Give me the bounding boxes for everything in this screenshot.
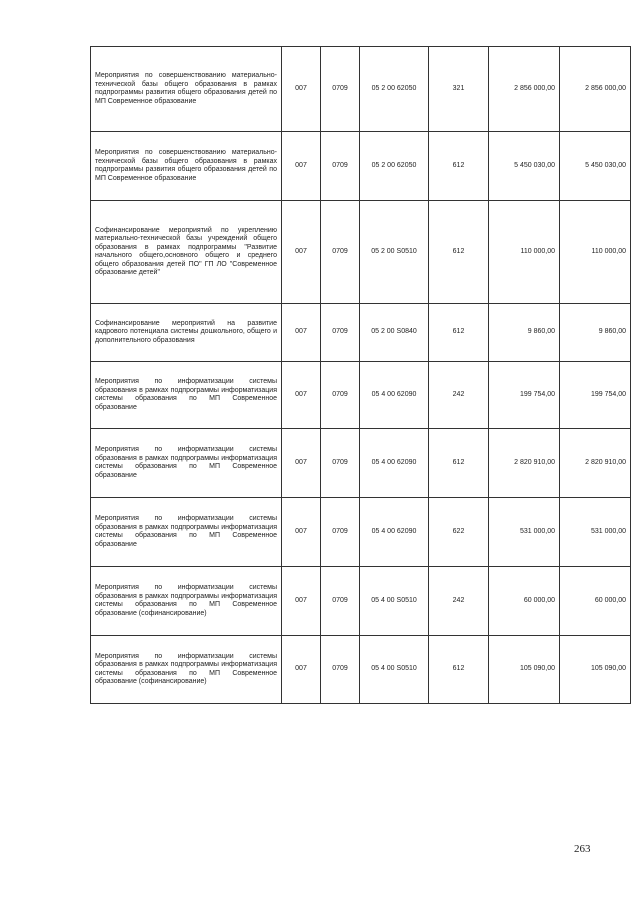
table-row <box>91 201 631 304</box>
expense-type: 321 <box>429 47 489 132</box>
row-description: Мероприятия по информатизации системы образования в рамках подпрограммы информатизация системы образования по МП Современное образование <box>91 362 282 429</box>
row-description: Мероприятия по совершенствованию материально-технической базы общего образования в рамках подпрограммы развития общего образования детей по МП Современное образование <box>91 47 282 132</box>
amount-approved: 60 000,00 <box>489 567 560 636</box>
row-description: Мероприятия по информатизации системы образования в рамках подпрограммы информатизация системы образования по МП Современное образование <box>91 429 282 498</box>
target-article: 05 2 00 S0840 <box>360 304 429 362</box>
expense-type: 242 <box>429 362 489 429</box>
ministry-code: 007 <box>282 362 321 429</box>
amount-executed: 199 754,00 <box>560 362 631 429</box>
ministry-code: 007 <box>282 201 321 304</box>
ministry-code: 007 <box>282 304 321 362</box>
section-code: 0709 <box>321 498 360 567</box>
target-article: 05 4 00 S0510 <box>360 567 429 636</box>
amount-executed: 110 000,00 <box>560 201 631 304</box>
table-row <box>91 636 631 704</box>
target-article: 05 4 00 62090 <box>360 362 429 429</box>
table-row <box>91 132 631 201</box>
table-row <box>91 304 631 362</box>
amount-executed: 60 000,00 <box>560 567 631 636</box>
table-row <box>91 429 631 498</box>
section-code: 0709 <box>321 201 360 304</box>
ministry-code: 007 <box>282 636 321 704</box>
target-article: 05 2 00 62050 <box>360 132 429 201</box>
section-code: 0709 <box>321 47 360 132</box>
table-row <box>91 362 631 429</box>
target-article: 05 2 00 S0510 <box>360 201 429 304</box>
expense-type: 612 <box>429 429 489 498</box>
section-code: 0709 <box>321 132 360 201</box>
ministry-code: 007 <box>282 132 321 201</box>
row-description: Мероприятия по информатизации системы образования в рамках подпрограммы информатизация системы образования по МП Современное образование (софинансирование) <box>91 567 282 636</box>
ministry-code: 007 <box>282 498 321 567</box>
expense-type: 622 <box>429 498 489 567</box>
page-number: 263 <box>574 843 591 855</box>
amount-executed: 105 090,00 <box>560 636 631 704</box>
row-description: Мероприятия по информатизации системы образования в рамках подпрограммы информатизация системы образования по МП Современное образование <box>91 498 282 567</box>
section-code: 0709 <box>321 567 360 636</box>
target-article: 05 4 00 62090 <box>360 498 429 567</box>
expense-type: 612 <box>429 304 489 362</box>
target-article: 05 4 00 62090 <box>360 429 429 498</box>
amount-executed: 5 450 030,00 <box>560 132 631 201</box>
section-code: 0709 <box>321 362 360 429</box>
expense-type: 242 <box>429 567 489 636</box>
ministry-code: 007 <box>282 429 321 498</box>
target-article: 05 2 00 62050 <box>360 47 429 132</box>
amount-executed: 2 820 910,00 <box>560 429 631 498</box>
amount-approved: 2 820 910,00 <box>489 429 560 498</box>
table-row <box>91 567 631 636</box>
expense-type: 612 <box>429 132 489 201</box>
row-description: Софинансирование мероприятий по укреплению материально-технической базы учреждений общего образования в рамках подпрограммы "Развитие начального общего,основного общего и среднего общего образования детей ПО" ГП ЛО "Современное образование детей" <box>91 201 282 304</box>
amount-approved: 9 860,00 <box>489 304 560 362</box>
amount-approved: 5 450 030,00 <box>489 132 560 201</box>
amount-approved: 531 000,00 <box>489 498 560 567</box>
section-code: 0709 <box>321 636 360 704</box>
row-description: Софинансирование мероприятий на развитие кадрового потенциала системы дошкольного, общего и дополнительного образования <box>91 304 282 362</box>
amount-approved: 199 754,00 <box>489 362 560 429</box>
row-description: Мероприятия по совершенствованию материально-технической базы общего образования в рамках подпрограммы развития общего образования детей по МП Современное образование <box>91 132 282 201</box>
expense-type: 612 <box>429 636 489 704</box>
table-row <box>91 47 631 132</box>
amount-approved: 105 090,00 <box>489 636 560 704</box>
amount-executed: 9 860,00 <box>560 304 631 362</box>
target-article: 05 4 00 S0510 <box>360 636 429 704</box>
amount-executed: 531 000,00 <box>560 498 631 567</box>
ministry-code: 007 <box>282 47 321 132</box>
section-code: 0709 <box>321 429 360 498</box>
ministry-code: 007 <box>282 567 321 636</box>
section-code: 0709 <box>321 304 360 362</box>
amount-approved: 110 000,00 <box>489 201 560 304</box>
budget-table <box>90 46 631 704</box>
expense-type: 612 <box>429 201 489 304</box>
row-description: Мероприятия по информатизации системы образования в рамках подпрограммы информатизация системы образования по МП Современное образование (софинансирование) <box>91 636 282 704</box>
amount-approved: 2 856 000,00 <box>489 47 560 132</box>
table-row <box>91 498 631 567</box>
amount-executed: 2 856 000,00 <box>560 47 631 132</box>
